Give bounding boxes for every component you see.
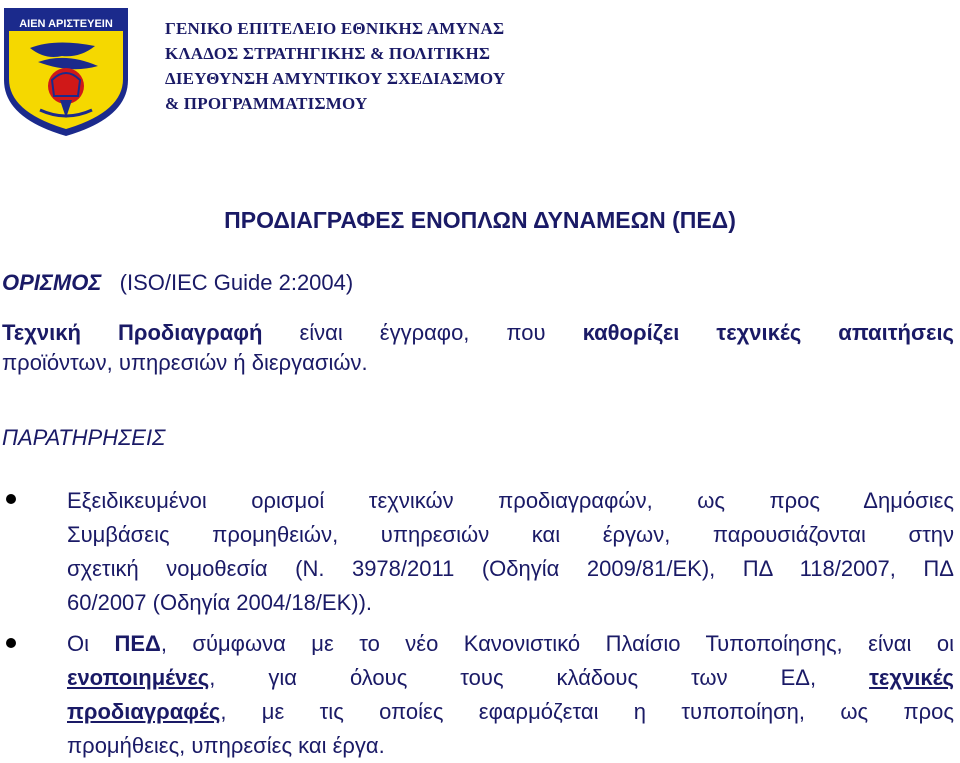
org-line-1: ΓΕΝΙΚΟ ΕΠΙΤΕΛΕΙΟ ΕΘΝΙΚΗΣ ΑΜΥΝΑΣ bbox=[165, 19, 505, 38]
bullet-2-t1: Οι bbox=[67, 631, 115, 656]
bullet-2-icon bbox=[6, 638, 16, 648]
emblem-motto: ΑΙΕΝ ΑΡΙΣΤΕΥΕΙΝ bbox=[19, 18, 113, 30]
notes-heading: ΠΑΡΑΤΗΡΗΣΕΙΣ bbox=[2, 425, 166, 450]
definition-paragraph bbox=[2, 318, 954, 378]
bullet-1-line-2: Συμβάσεις προμηθειών, υπηρεσιών και έργων, παρουσιάζονται στην bbox=[67, 522, 954, 547]
page-title: ΠΡΟΔΙΑΓΡΑΦΕΣ ΕΝΟΠΛΩΝ ΔΥΝΑΜΕΩΝ (ΠΕΔ) bbox=[224, 207, 736, 233]
bullet-2-text bbox=[67, 627, 954, 763]
bullet-2-b1: ΠΕΔ bbox=[114, 631, 161, 656]
definition-bold-2: καθορίζει τεχνικές απαιτήσεις bbox=[582, 320, 954, 345]
emblem-logo-icon bbox=[0, 0, 132, 140]
bullet-2-b4: προδιαγραφές bbox=[67, 699, 221, 724]
org-line-3: ΔΙΕΥΘΥΝΣΗ ΑΜΥΝΤΙΚΟΥ ΣΧΕΔΙΑΣΜΟΥ bbox=[165, 69, 506, 88]
bullet-1-line-4: 60/2007 (Οδηγία 2004/18/ΕΚ)). bbox=[67, 590, 373, 615]
definition-bold-1: Τεχνική Προδιαγραφή bbox=[2, 320, 263, 345]
bullet-2-b2: ενοποιημένες bbox=[67, 665, 210, 690]
definition-term: ΟΡΙΣΜΟΣ bbox=[2, 270, 102, 295]
bullet-1-icon bbox=[6, 494, 16, 504]
org-line-4: & ΠΡΟΓΡΑΜΜΑΤΙΣΜΟΥ bbox=[165, 94, 368, 113]
definition-line-2: προϊόντων, υπηρεσιών ή διεργασιών. bbox=[2, 350, 368, 375]
bullet-1-text bbox=[67, 484, 954, 620]
bullet-1-line-1: Εξειδικευμένοι ορισμοί τεχνικών προδιαγραφών, ως προς Δημόσιες bbox=[67, 488, 954, 513]
bullet-2-t3: , για όλους τους κλάδους των ΕΔ, bbox=[209, 665, 870, 690]
org-line-2: ΚΛΑΔΟΣ ΣΤΡΑΤΗΓΙΚΗΣ & ΠΟΛΙΤΙΚΗΣ bbox=[165, 44, 491, 63]
bullet-2-b3: τεχνικές bbox=[869, 665, 954, 690]
bullet-2-t2: , σύμφωνα με το νέο Κανονιστικό Πλαίσιο Τυποποίησης, είναι οι bbox=[160, 631, 954, 656]
bullet-2-t4: , με τις οποίες εφαρμόζεται η τυποποίηση, ως προς bbox=[220, 699, 954, 724]
bullet-2-t5: προμήθειες, υπηρεσίες και έργα. bbox=[67, 733, 385, 758]
organization-header bbox=[165, 16, 505, 116]
bullet-1-line-3: σχετική νομοθεσία (Ν. 3978/2011 (Οδηγία 2009/81/ΕΚ), ΠΔ 118/2007, ΠΔ bbox=[67, 556, 954, 581]
definition-source: (ISO/IEC Guide 2:2004) bbox=[119, 270, 354, 295]
definition-heading bbox=[2, 270, 353, 296]
definition-text-1: είναι έγγραφο, που bbox=[262, 320, 583, 345]
